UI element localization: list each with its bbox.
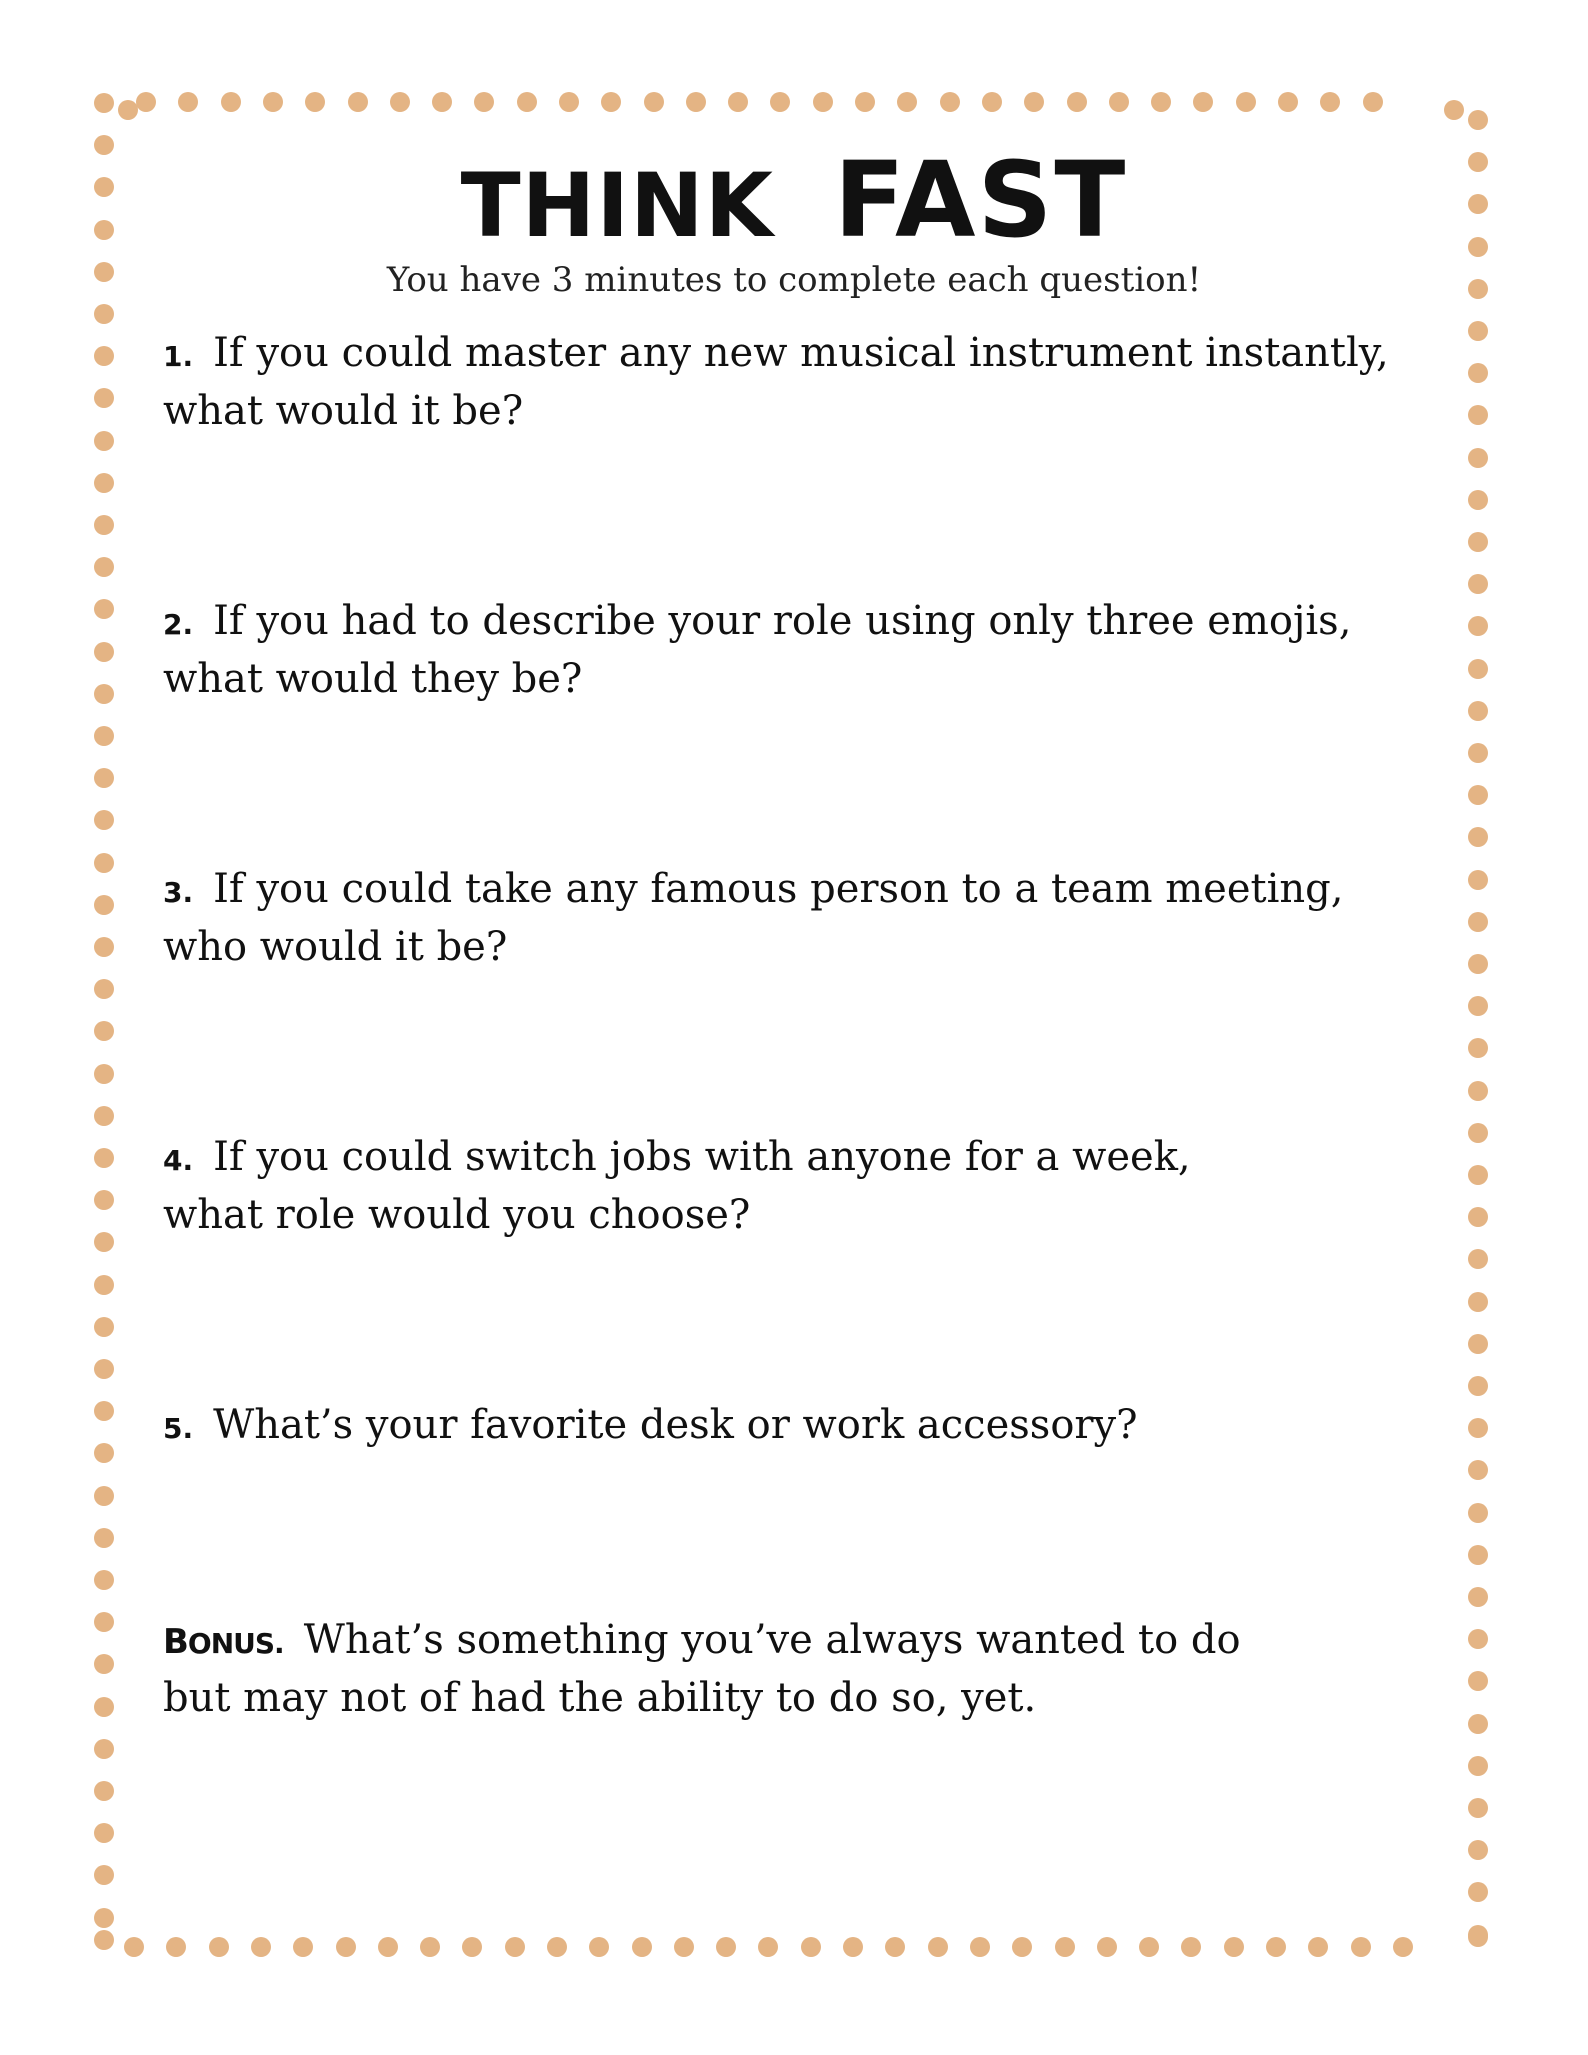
question-text: What’s something you’ve always wanted to do	[303, 1617, 1241, 1663]
question-1	[163, 326, 1463, 438]
question-number: 3.	[163, 876, 194, 909]
question-text: If you could take any famous person to a team meeting,	[213, 866, 1344, 912]
page-title	[0, 140, 1588, 266]
question-text: who would it be?	[163, 924, 508, 970]
bonus-label-initial: B	[163, 1622, 188, 1662]
question-text: what would it be?	[163, 388, 524, 434]
question-line	[163, 594, 1463, 652]
question-line	[163, 326, 1463, 384]
question-text: If you could switch jobs with anyone for a week,	[213, 1134, 1191, 1180]
question-line	[163, 1130, 1463, 1188]
question-line	[163, 862, 1463, 920]
title-word-fast: FAST	[833, 139, 1128, 261]
question-text: what would they be?	[163, 656, 583, 702]
question-line	[163, 1398, 1463, 1456]
question-2	[163, 594, 1463, 706]
question-text: If you could master any new musical instrument instantly,	[213, 330, 1389, 376]
question-text: What’s your favorite desk or work accessory?	[213, 1402, 1138, 1448]
bonus-label-rest: ONUS.	[187, 1627, 284, 1660]
question-5	[163, 1398, 1463, 1456]
question-4	[163, 1130, 1463, 1242]
question-number: 1.	[163, 340, 194, 373]
subtitle: You have 3 minutes to complete each question!	[386, 260, 1202, 300]
question-number: 4.	[163, 1144, 194, 1177]
question-line	[163, 1613, 1463, 1671]
question-number: 2.	[163, 608, 194, 641]
bonus-question	[163, 1613, 1463, 1725]
question-number: 5.	[163, 1412, 194, 1445]
title-word-think: THINK	[460, 154, 774, 257]
question-3	[163, 862, 1463, 974]
question-text: but may not of had the ability to do so, yet.	[163, 1675, 1037, 1721]
question-text: what role would you choose?	[163, 1192, 751, 1238]
question-text: If you had to describe your role using only three emojis,	[213, 598, 1352, 644]
bonus-label	[163, 1622, 284, 1662]
